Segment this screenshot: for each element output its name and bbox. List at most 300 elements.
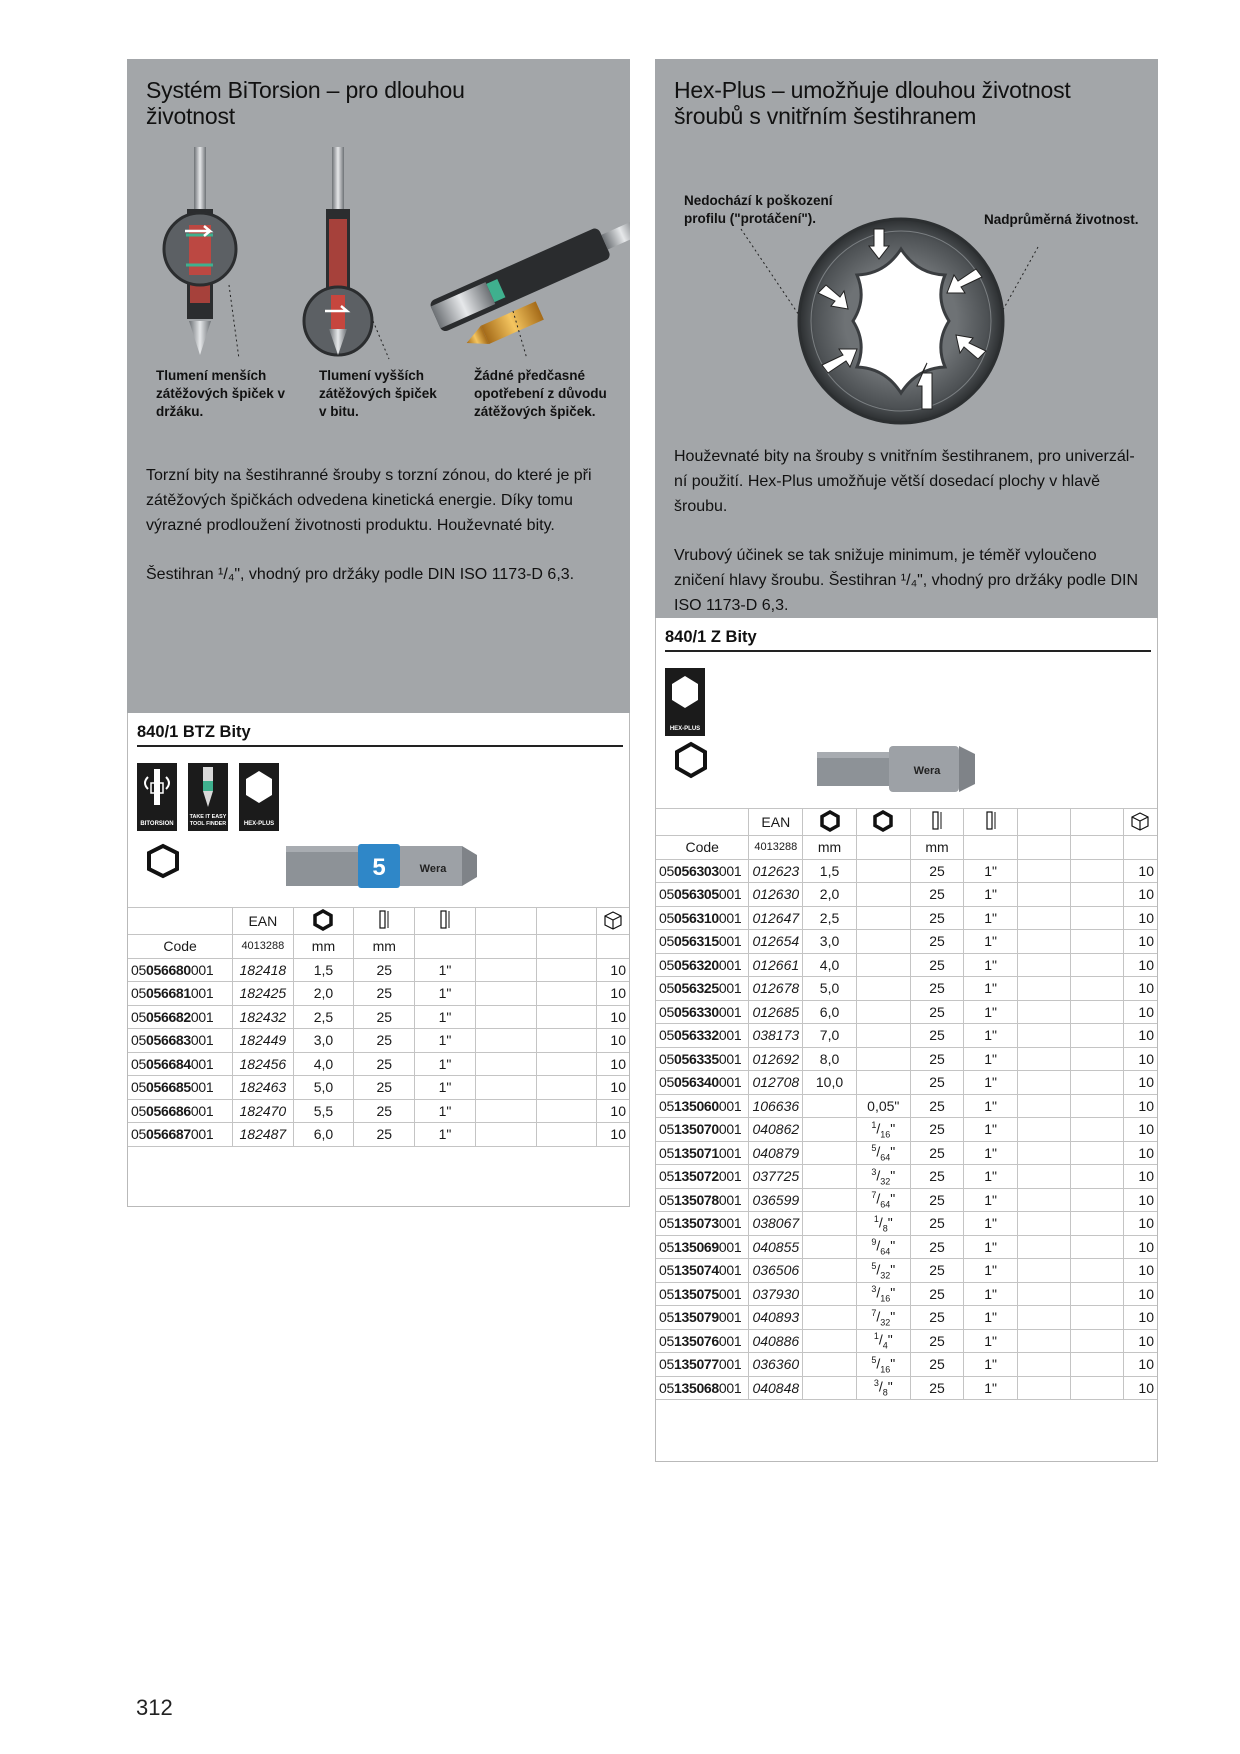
table-row: [656, 930, 1157, 954]
btz-icons: [128, 747, 629, 843]
table-row: [656, 1353, 1157, 1377]
article-code: 05056686001: [128, 1099, 233, 1123]
svg-text:Wera: Wera: [913, 765, 941, 777]
table-row: [128, 1029, 629, 1053]
article-code: 05056680001: [128, 958, 233, 982]
z-bit-row: [656, 738, 1157, 808]
btz-bit-row: [128, 843, 629, 907]
ean-value: 182449: [233, 1029, 293, 1053]
table-row: [656, 1188, 1157, 1212]
article-code: 05135078001: [656, 1188, 749, 1212]
hexplus-bit-illustration: [429, 211, 630, 359]
length-value: 25: [354, 1052, 415, 1076]
table-row: [656, 1259, 1157, 1283]
btz-product-header: [128, 713, 629, 747]
pack-qty: 10: [1123, 953, 1157, 977]
size-mm-value: 10,0: [803, 1071, 857, 1095]
article-code: 05056332001: [656, 1024, 749, 1048]
table-header-row: [656, 809, 1157, 836]
pack-qty: 10: [597, 958, 629, 982]
hex-socket-inch-header: [856, 809, 910, 836]
size-inch-value: $^7/_{32}$": [856, 1306, 910, 1330]
size-inch-value: [856, 1000, 910, 1024]
btz-table-body: [128, 958, 629, 1146]
drive-value: 1": [964, 1212, 1018, 1236]
ean-value: 012630: [749, 883, 803, 907]
size-mm-value: 4,0: [803, 953, 857, 977]
package-icon: [1129, 810, 1151, 832]
ean-value: 012623: [749, 859, 803, 883]
length-value: 25: [354, 1005, 415, 1029]
hex-plus-badge: HEX-PLUS: [665, 668, 705, 736]
size-value: 3,0: [293, 1029, 354, 1053]
length-value: 25: [910, 883, 964, 907]
size-mm-value: [803, 1353, 857, 1377]
article-code: 05135072001: [656, 1165, 749, 1189]
article-code: 05135071001: [656, 1141, 749, 1165]
table-row: [656, 1094, 1157, 1118]
hex-plus-icon: [239, 763, 279, 813]
pack-qty: 10: [597, 1076, 629, 1100]
package-header: [597, 908, 629, 935]
ean-value: 036360: [749, 1353, 803, 1377]
holder-bit-illustration: [164, 147, 239, 359]
size-mm-value: 3,0: [803, 930, 857, 954]
length-header: [910, 809, 964, 836]
size-mm-value: 6,0: [803, 1000, 857, 1024]
hexplus-promo-panel: [655, 59, 1158, 618]
article-code: 05056681001: [128, 982, 233, 1006]
table-row: [656, 883, 1157, 907]
package-icon: [602, 909, 624, 931]
size-mm-value: [803, 1188, 857, 1212]
bitorsion-promo-panel: [127, 59, 630, 713]
ean-value: 012647: [749, 906, 803, 930]
drive-length-icon: [437, 909, 453, 931]
z-icons: [656, 652, 1157, 738]
pack-qty: 10: [597, 1005, 629, 1029]
pack-qty: 10: [1123, 906, 1157, 930]
length-value: 25: [910, 1235, 964, 1259]
drive-value: 1": [415, 1076, 476, 1100]
length-header: [354, 908, 415, 935]
svg-text:Wera: Wera: [419, 863, 447, 875]
hex-plus-badge: HEX-PLUS: [239, 763, 279, 831]
length-value: 25: [354, 982, 415, 1006]
article-code: 05056682001: [128, 1005, 233, 1029]
size-mm-value: 7,0: [803, 1024, 857, 1048]
article-code: 05056315001: [656, 930, 749, 954]
hexagon-icon: [312, 909, 334, 931]
article-code: 05056303001: [656, 859, 749, 883]
length-value: 25: [910, 1047, 964, 1071]
size-value: 2,5: [293, 1005, 354, 1029]
length-value: 25: [910, 1118, 964, 1142]
bitorsion-title: Systém BiTorsion – pro dlouhou životnost: [146, 77, 465, 129]
table-row: [656, 906, 1157, 930]
length-value: 25: [910, 930, 964, 954]
length-value: 25: [910, 1024, 964, 1048]
caption-holder: Tlumení menších zátěžových špiček v držáku.: [156, 368, 286, 419]
size-inch-value: [856, 953, 910, 977]
size-mm-value: [803, 1165, 857, 1189]
size-value: 5,0: [293, 1076, 354, 1100]
table-row: [656, 1118, 1157, 1142]
drive-value: 1": [964, 1306, 1018, 1330]
ean-value: 040893: [749, 1306, 803, 1330]
length-value: 25: [354, 1076, 415, 1100]
length-icon: [929, 810, 945, 832]
drive-value: 1": [964, 1282, 1018, 1306]
size-mm-value: 8,0: [803, 1047, 857, 1071]
ean-value: 012654: [749, 930, 803, 954]
length-value: 25: [354, 1029, 415, 1053]
drive-value: 1": [964, 1000, 1018, 1024]
table-row: [656, 1235, 1157, 1259]
table-row: [656, 953, 1157, 977]
pack-qty: 10: [597, 1099, 629, 1123]
table-row: [656, 1024, 1157, 1048]
size-value: 5,5: [293, 1099, 354, 1123]
drive-value: 1": [964, 883, 1018, 907]
ean-value: 037930: [749, 1282, 803, 1306]
table-row: [128, 1005, 629, 1029]
ean-value: 012685: [749, 1000, 803, 1024]
drive-value: 1": [964, 1376, 1018, 1400]
bitorsion-illustration: [127, 59, 630, 389]
pack-qty: 10: [1123, 1071, 1157, 1095]
pack-qty: 10: [1123, 1376, 1157, 1400]
length-value: 25: [910, 859, 964, 883]
pack-qty: 10: [597, 1029, 629, 1053]
length-value: 25: [910, 977, 964, 1001]
drive-value: 1": [964, 1024, 1018, 1048]
size-mm-value: [803, 1259, 857, 1283]
pack-qty: 10: [1123, 1118, 1157, 1142]
size-mm-value: [803, 1212, 857, 1236]
drive-value: 1": [964, 1141, 1018, 1165]
pack-qty: 10: [597, 1052, 629, 1076]
pack-qty: 10: [1123, 930, 1157, 954]
ean-value: 037725: [749, 1165, 803, 1189]
pack-qty: 10: [1123, 1259, 1157, 1283]
length-value: 25: [910, 1329, 964, 1353]
article-code: 05056330001: [656, 1000, 749, 1024]
drive-value: 1": [415, 958, 476, 982]
table-row: [128, 958, 629, 982]
size-inch-value: $^9/_{64}$": [856, 1235, 910, 1259]
size-inch-value: $^7/_{64}$": [856, 1188, 910, 1212]
size-inch-value: [856, 1071, 910, 1095]
size-inch-value: [856, 977, 910, 1001]
drive-value: 1": [964, 930, 1018, 954]
table-row: [656, 1282, 1157, 1306]
length-value: 25: [910, 1282, 964, 1306]
table-row: [656, 1141, 1157, 1165]
pack-qty: 10: [1123, 859, 1157, 883]
length-value: 25: [910, 1259, 964, 1283]
tool-finder-badge: TAKE IT EASY TOOL FINDER: [188, 763, 228, 831]
size-mm-value: 2,5: [803, 906, 857, 930]
size-inch-value: $^5/_{32}$": [856, 1259, 910, 1283]
article-code: 05135068001: [656, 1376, 749, 1400]
article-code: 05135073001: [656, 1212, 749, 1236]
length-value: 25: [910, 1376, 964, 1400]
ean-value: 040879: [749, 1141, 803, 1165]
drive-value: 1": [964, 906, 1018, 930]
size-mm-value: [803, 1235, 857, 1259]
size-mm-value: 1,5: [803, 859, 857, 883]
hexagon-socket-icon: [677, 744, 705, 776]
size-inch-value: $^3/_8$": [856, 1376, 910, 1400]
size-inch-value: $^5/_{16}$": [856, 1353, 910, 1377]
size-mm-value: [803, 1141, 857, 1165]
drive-value: 1": [415, 1029, 476, 1053]
pack-qty: 10: [1123, 1094, 1157, 1118]
drive-value: 1": [964, 1094, 1018, 1118]
drive-value: 1": [964, 1259, 1018, 1283]
length-value: 25: [910, 906, 964, 930]
ean-value: 040855: [749, 1235, 803, 1259]
size-inch-value: [856, 883, 910, 907]
article-code: 05056305001: [656, 883, 749, 907]
length-value: 25: [910, 1353, 964, 1377]
table-row: [656, 977, 1157, 1001]
drive-value: 1": [415, 1099, 476, 1123]
length-value: 25: [354, 1123, 415, 1147]
pack-qty: 10: [597, 982, 629, 1006]
table-row: [128, 1099, 629, 1123]
ean-value: 038067: [749, 1212, 803, 1236]
size-mm-value: [803, 1329, 857, 1353]
ean-header: EAN: [749, 809, 803, 836]
product-name: 840/1 BTZ Bity: [137, 723, 251, 741]
z-bit-image: [665, 738, 1105, 804]
size-inch-value: $^1/_{16}$": [856, 1118, 910, 1142]
length-value: 25: [910, 1212, 964, 1236]
table-row: [128, 1076, 629, 1100]
size-value: 4,0: [293, 1052, 354, 1076]
pack-qty: 10: [1123, 1024, 1157, 1048]
ean-value: 182456: [233, 1052, 293, 1076]
article-code: 05056683001: [128, 1029, 233, 1053]
hexagon-icon: [819, 810, 841, 832]
drive-value: 1": [964, 1353, 1018, 1377]
pack-qty: 10: [1123, 1212, 1157, 1236]
length-value: 25: [910, 1306, 964, 1330]
ean-value: 012708: [749, 1071, 803, 1095]
size-inch-value: $^5/_{64}$": [856, 1141, 910, 1165]
article-code: 05056684001: [128, 1052, 233, 1076]
ean-value: 182470: [233, 1099, 293, 1123]
size-inch-value: $^1/_8$": [856, 1212, 910, 1236]
hexplus-description: Houževnaté bity na šrouby s vnitřním šestihranem, pro univerzál-ní použití. Hex-Plus umožňuje větší dosedací plochy v hlavě šroubu. Vrubový účinek se tak snižuje minimum, je téměř vyloučeno zničení hlavy šroubu. Šestihran ¹/₄", vhodný pro držáky podle DIN ISO 1173-D 6,3.: [674, 448, 1138, 614]
hexplus-illustration: [655, 59, 1158, 459]
size-inch-value: $^3/_{16}$": [856, 1282, 910, 1306]
size-inch-value: [856, 930, 910, 954]
table-row: [656, 1306, 1157, 1330]
ean-value: 106636: [749, 1094, 803, 1118]
length-value: 25: [910, 1094, 964, 1118]
pack-qty: 10: [1123, 883, 1157, 907]
article-code: 05135076001: [656, 1329, 749, 1353]
ean-value: 182425: [233, 982, 293, 1006]
hexplus-column: [655, 59, 1158, 1462]
article-code: 05135060001: [656, 1094, 749, 1118]
drive-value: 1": [964, 1329, 1018, 1353]
size-mm-value: 5,0: [803, 977, 857, 1001]
ean-value: 182418: [233, 958, 293, 982]
table-row: [656, 1047, 1157, 1071]
length-value: 25: [910, 1000, 964, 1024]
drive-value: 1": [964, 859, 1018, 883]
drive-value: 1": [964, 1235, 1018, 1259]
size-inch-value: [856, 906, 910, 930]
btz-table: [128, 907, 629, 1184]
article-code: 05135074001: [656, 1259, 749, 1283]
bitorsion-badge: BITORSION: [137, 763, 177, 831]
caption-wear: Žádné předčasné opotřebení z důvodu zátěžových špiček.: [474, 368, 607, 419]
drive-length-icon: [983, 810, 999, 832]
ean-value: 040862: [749, 1118, 803, 1142]
pack-qty: 10: [1123, 1000, 1157, 1024]
drive-value: 1": [964, 1188, 1018, 1212]
article-code: 05056685001: [128, 1076, 233, 1100]
article-code: 05056310001: [656, 906, 749, 930]
table-row: [656, 1000, 1157, 1024]
ean-value: 038173: [749, 1024, 803, 1048]
ean-value: 182463: [233, 1076, 293, 1100]
torsion-bit-illustration: [304, 147, 389, 359]
table-row: [656, 859, 1157, 883]
pack-qty: 10: [1123, 1353, 1157, 1377]
article-code: 05056320001: [656, 953, 749, 977]
size-mm-value: 2,0: [803, 883, 857, 907]
ean-header: EAN: [233, 908, 293, 935]
btz-product-box: [127, 713, 630, 1207]
table-row: [656, 1376, 1157, 1400]
table-row: [656, 1329, 1157, 1353]
drive-value: 1": [415, 982, 476, 1006]
pack-qty: 10: [1123, 1306, 1157, 1330]
callout-lifetime: Nadprůměrná životnost.: [984, 212, 1139, 227]
pack-qty: 10: [1123, 1329, 1157, 1353]
ean-value: 040848: [749, 1376, 803, 1400]
article-code: 05056340001: [656, 1071, 749, 1095]
tool-finder-icon: [188, 763, 228, 813]
drive-value: 1": [964, 1118, 1018, 1142]
size-mm-value: [803, 1282, 857, 1306]
ean-value: 012678: [749, 977, 803, 1001]
svg-text:5: 5: [372, 854, 386, 881]
pack-qty: 10: [1123, 1165, 1157, 1189]
pack-qty: 10: [1123, 1235, 1157, 1259]
drive-value: 1": [964, 1071, 1018, 1095]
article-code: 05135079001: [656, 1306, 749, 1330]
size-mm-value: [803, 1376, 857, 1400]
article-code: 05056335001: [656, 1047, 749, 1071]
size-mm-value: [803, 1118, 857, 1142]
pack-qty: 10: [597, 1123, 629, 1147]
hexagon-socket-icon: [149, 846, 177, 876]
ean-value: 012692: [749, 1047, 803, 1071]
length-value: 25: [354, 958, 415, 982]
hex-socket-mm-header: [803, 809, 857, 836]
package-header: [1123, 809, 1157, 836]
length-value: 25: [354, 1099, 415, 1123]
caption-bit: Tlumení vyšších zátěžových špiček v bitu.: [319, 368, 437, 419]
table-unit-row: Code 4013288 mm mm: [128, 935, 629, 959]
z-product-header: [656, 618, 1157, 652]
table-unit-row: Code 4013288 mm mm: [656, 836, 1157, 860]
ean-value: 036599: [749, 1188, 803, 1212]
table-row: [128, 1052, 629, 1076]
table-row: [128, 1123, 629, 1147]
ean-value: 012661: [749, 953, 803, 977]
drive-value: 1": [964, 953, 1018, 977]
size-inch-value: $^3/_{32}$": [856, 1165, 910, 1189]
drive-value: 1": [415, 1005, 476, 1029]
length-icon: [376, 909, 392, 931]
size-inch-value: 0,05": [856, 1094, 910, 1118]
z-product-box: [655, 618, 1158, 1462]
pack-qty: 10: [1123, 977, 1157, 1001]
drive-value: 1": [964, 1165, 1018, 1189]
btz-bit-image: [137, 843, 577, 903]
length-value: 25: [910, 953, 964, 977]
drive-header: [964, 809, 1018, 836]
table-row: [656, 1165, 1157, 1189]
drive-header: [415, 908, 476, 935]
pack-qty: 10: [1123, 1047, 1157, 1071]
table-header-row: [128, 908, 629, 935]
article-code: 05056687001: [128, 1123, 233, 1147]
size-value: 1,5: [293, 958, 354, 982]
drive-value: 1": [415, 1052, 476, 1076]
size-inch-value: [856, 859, 910, 883]
bitorsion-description: Torzní bity na šestihranné šrouby s torzní zónou, do které je při zátěžových špičkách odvedena kinetická energie. Díky tomu výrazné prodloužení životnosti produktu. Houževnaté bity. Šestihran ¹/₄", vhodný pro držáky podle DIN ISO 1173-D 6,3.: [146, 467, 592, 583]
hex-socket-header: [293, 908, 354, 935]
z-table: [656, 808, 1157, 1440]
article-code: 05135075001: [656, 1282, 749, 1306]
table-row: [656, 1212, 1157, 1236]
article-code: 05135077001: [656, 1353, 749, 1377]
ean-value: 040886: [749, 1329, 803, 1353]
size-mm-value: [803, 1094, 857, 1118]
table-row: [656, 1071, 1157, 1095]
article-code: 05135069001: [656, 1235, 749, 1259]
ean-value: 036506: [749, 1259, 803, 1283]
bitorsion-column: [127, 59, 630, 1207]
callout-profile: Nedochází k poškození profilu ("protáčení").: [684, 193, 833, 226]
size-inch-value: $^1/_4$": [856, 1329, 910, 1353]
drive-value: 1": [964, 1047, 1018, 1071]
pack-qty: 10: [1123, 1141, 1157, 1165]
bitorsion-icon: [137, 763, 177, 813]
ean-value: 182487: [233, 1123, 293, 1147]
size-value: 2,0: [293, 982, 354, 1006]
hexplus-title: Hex-Plus – umožňuje dlouhou životnost šroubů s vnitřním šestihranem: [674, 77, 1071, 129]
table-row: [128, 982, 629, 1006]
size-inch-value: [856, 1047, 910, 1071]
drive-value: 1": [415, 1123, 476, 1147]
pack-qty: 10: [1123, 1188, 1157, 1212]
ean-value: 182432: [233, 1005, 293, 1029]
product-name: 840/1 Z Bity: [665, 628, 757, 646]
length-value: 25: [910, 1165, 964, 1189]
size-value: 6,0: [293, 1123, 354, 1147]
length-value: 25: [910, 1141, 964, 1165]
